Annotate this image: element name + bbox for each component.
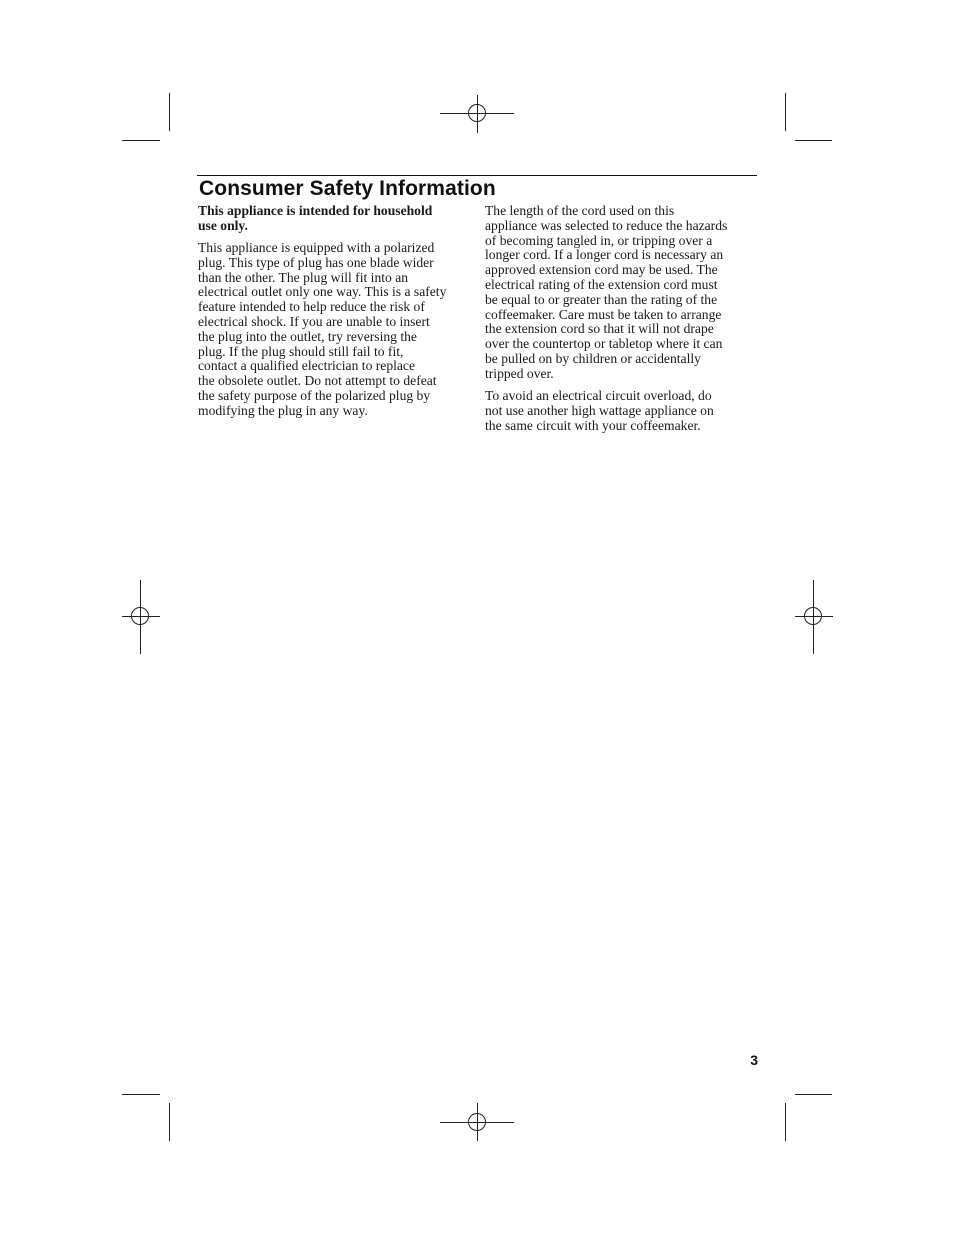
text-line: feature intended to help reduce the risk of: [198, 299, 425, 315]
text-line: of becoming tangled in, or tripping over a: [485, 232, 713, 248]
household-use-notice: [198, 204, 466, 234]
crop-mark: [169, 93, 170, 131]
text-line: contact a qualified electrician to replace: [198, 358, 415, 374]
text-line: the safety purpose of the polarized plug by: [198, 388, 431, 404]
text-line: the plug into the outlet, try reversing the: [198, 328, 417, 344]
text-line: To avoid an electrical circuit overload, do: [485, 388, 712, 404]
text-line: the obsolete outlet. Do not attempt to defeat: [198, 373, 437, 389]
crop-mark: [795, 140, 832, 141]
registration-circle-icon: [468, 104, 486, 122]
registration-circle-icon: [131, 607, 149, 625]
registration-circle-icon: [468, 1113, 486, 1131]
page-title: Consumer Safety Information: [199, 177, 496, 200]
crop-mark: [785, 1103, 786, 1141]
text-line: This appliance is intended for household: [198, 203, 433, 218]
text-line: not use another high wattage appliance on: [485, 402, 714, 418]
text-line: This appliance is equipped with a polarized: [198, 240, 435, 256]
text-line: electrical rating of the extension cord must: [485, 276, 718, 292]
crop-mark: [122, 140, 160, 141]
text-line: the extension cord so that it will not drape: [485, 321, 714, 337]
crop-mark: [795, 1094, 832, 1095]
text-line: use only.: [198, 217, 248, 233]
registration-circle-icon: [804, 607, 822, 625]
text-line: modifying the plug in any way.: [198, 402, 368, 418]
polarized-plug-paragraph: [198, 241, 466, 419]
text-line: coffeemaker. Care must be taken to arrange: [485, 306, 722, 322]
text-line: tripped over.: [485, 365, 554, 381]
text-line: electrical shock. If you are unable to insert: [198, 314, 430, 330]
page-number: 3: [750, 1052, 758, 1068]
left-column: [198, 204, 466, 426]
text-line: the same circuit with your coffeemaker.: [485, 417, 701, 433]
crop-mark: [785, 93, 786, 131]
crop-mark: [169, 1103, 170, 1141]
text-line: than the other. The plug will fit into an: [198, 269, 409, 285]
crop-mark: [122, 1094, 160, 1095]
text-line: over the countertop or tabletop where it can: [485, 336, 723, 352]
text-line: be equal to or greater than the rating of the: [485, 291, 718, 307]
text-line: longer cord. If a longer cord is necessary an: [485, 247, 724, 263]
circuit-overload-paragraph: [485, 389, 755, 433]
text-line: appliance was selected to reduce the hazards: [485, 217, 728, 233]
text-line: approved extension cord may be used. The: [485, 262, 718, 278]
text-line: electrical outlet only one way. This is a safety: [198, 284, 447, 300]
right-column: [485, 204, 755, 441]
text-line: The length of the cord used on this: [485, 203, 675, 218]
text-line: be pulled on by children or accidentally: [485, 350, 701, 366]
text-line: plug. This type of plug has one blade wider: [198, 254, 434, 270]
cord-length-paragraph: [485, 204, 755, 382]
text-line: plug. If the plug should still fail to fit,: [198, 343, 404, 359]
